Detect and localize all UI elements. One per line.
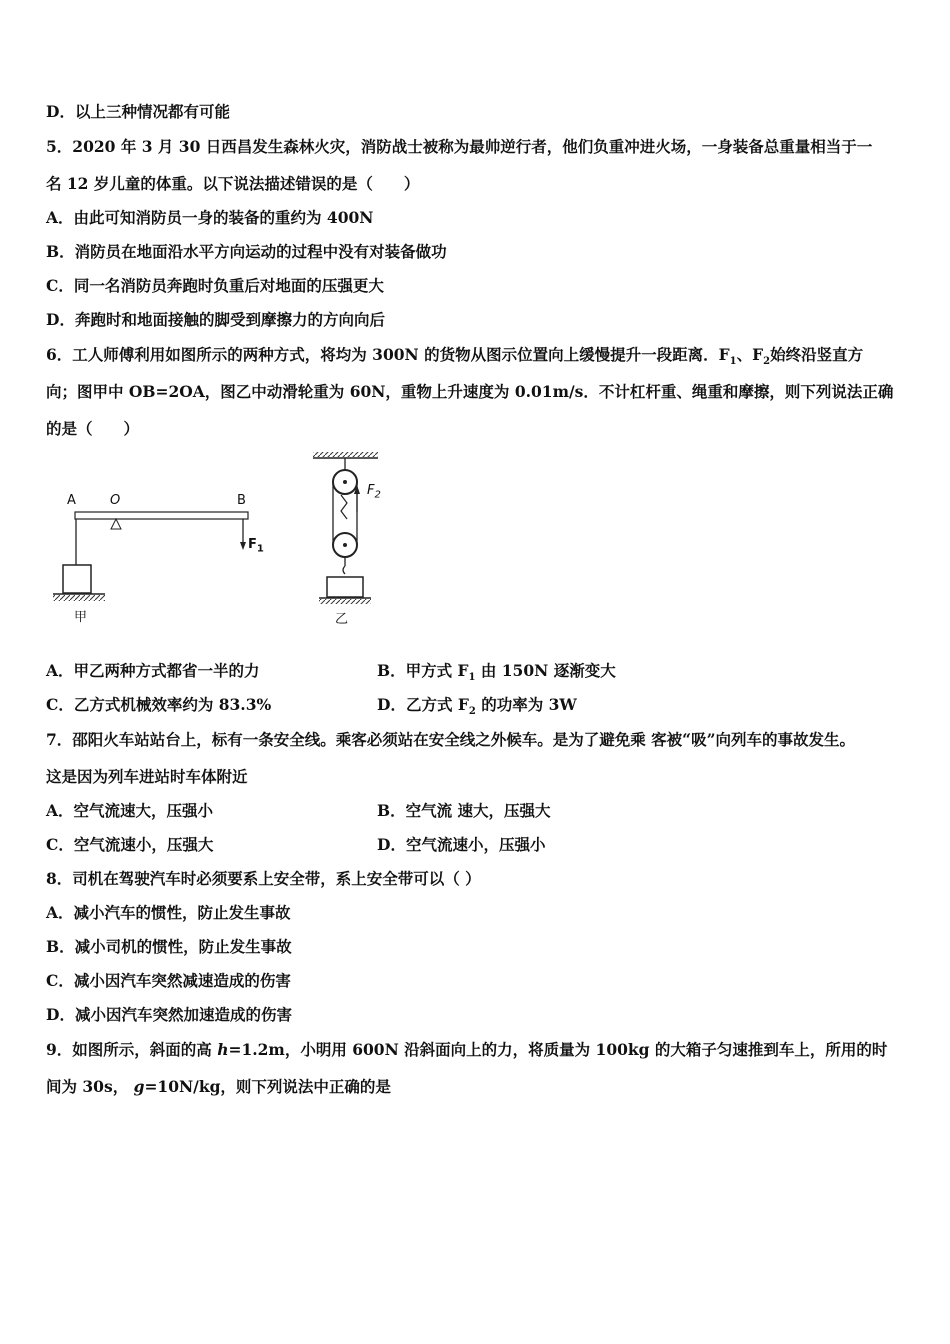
q6-stem-line1: 6．工人师傅利用如图所示的两种方式，将均为 300N 的货物从图示位置向上缓慢提升一段距离．$F_1$、$F_2$始终沿竖直方 [46, 345, 864, 368]
q7-option-c: C．空气流速小，压强大 [46, 835, 214, 854]
q6-option-a: A．甲乙两种方式都省一半的力 [46, 661, 260, 680]
point-o-label: O [110, 493, 121, 508]
figure-pulley-yi [305, 450, 415, 630]
q8-option-a: A．减小汽车的惯性，防止发生事故 [46, 903, 291, 922]
q5-stem-line1: 5．2020 年 3 月 30 日西昌发生森林火灾，消防战士被称为最帅逆行者，他们负重冲进火场，一身装备总重量相当于一 [46, 137, 873, 156]
q9-stem-line1: 9．如图所示，斜面的高 h=1.2m，小明用 600N 沿斜面向上的力，将质量为 100kg 的大箱子匀速推到车上，所用的时 [46, 1040, 888, 1059]
q8-option-c: C．减小因汽车突然减速造成的伤害 [46, 971, 291, 990]
pulley-diagram [305, 450, 415, 630]
lever-bar [75, 512, 248, 519]
force-f1-label: $F_1$ [248, 537, 264, 555]
q8-option-b: B．减小司机的惯性，防止发生事故 [46, 937, 292, 956]
q7-stem-line2: 这是因为列车进站时车体附近 [46, 767, 248, 786]
cargo-box-yi [327, 577, 363, 597]
q5-option-a: A．由此可知消防员一身的装备的重约为 400N [46, 208, 374, 227]
q9-stem-line2: 间为 30s， g=10N/kg，则下列说法中正确的是 [46, 1077, 391, 1096]
q5-stem-line2: 名 12 岁儿童的体重。以下说法描述错误的是（ ） [46, 174, 420, 193]
q6-stem-line3: 的是（ ） [46, 419, 140, 438]
ground-hatch [53, 595, 105, 601]
point-b-label: B [237, 493, 246, 508]
force-f2-label: $F_2$ [367, 483, 381, 501]
q8-stem: 8．司机在驾驶汽车时必须要系上安全带，系上安全带可以（ ） [46, 869, 481, 888]
q7-option-a: A．空气流速大，压强小 [46, 801, 214, 820]
q7-option-d: D．空气流速小，压强小 [377, 835, 546, 854]
q8-option-d: D．减小因汽车突然加速造成的伤害 [46, 1005, 292, 1024]
cargo-box [63, 565, 91, 593]
q7-stem-line1: 7．邵阳火车站站台上，标有一条安全线。乘客必须站在安全线之外候车。是为了避免乘 客被“吸”向列车的事故发生。 [46, 730, 856, 749]
q4-option-d: D．以上三种情况都有可能 [46, 102, 230, 121]
fulcrum-triangle [111, 519, 121, 529]
q5-option-c: C．同一名消防员奔跑时负重后对地面的压强更大 [46, 276, 384, 295]
point-a-label: A [67, 493, 76, 508]
figure-lever-jia [50, 485, 280, 625]
q5-option-b: B．消防员在地面沿水平方向运动的过程中没有对装备做功 [46, 242, 447, 261]
q6-option-c: C．乙方式机械效率约为 83.3% [46, 695, 272, 714]
figure-jia-caption: 甲 [74, 610, 88, 625]
q5-option-d: D．奔跑时和地面接触的脚受到摩擦力的方向向后 [46, 310, 385, 329]
q6-option-d: D．乙方式 $F_2$ 的功率为 3W [377, 695, 577, 718]
q6-option-b: B．甲方式 $F_1$ 由 150N 逐渐变大 [377, 661, 616, 684]
q6-stem-line2: 向；图甲中 OB=2OA，图乙中动滑轮重为 60N，重物上升速度为 0.01m/s．不计杠杆重、绳重和摩擦，则下列说法正确 [46, 382, 894, 401]
q7-option-b: B．空气流 速大，压强大 [377, 801, 551, 820]
figure-yi-caption: 乙 [335, 612, 349, 627]
